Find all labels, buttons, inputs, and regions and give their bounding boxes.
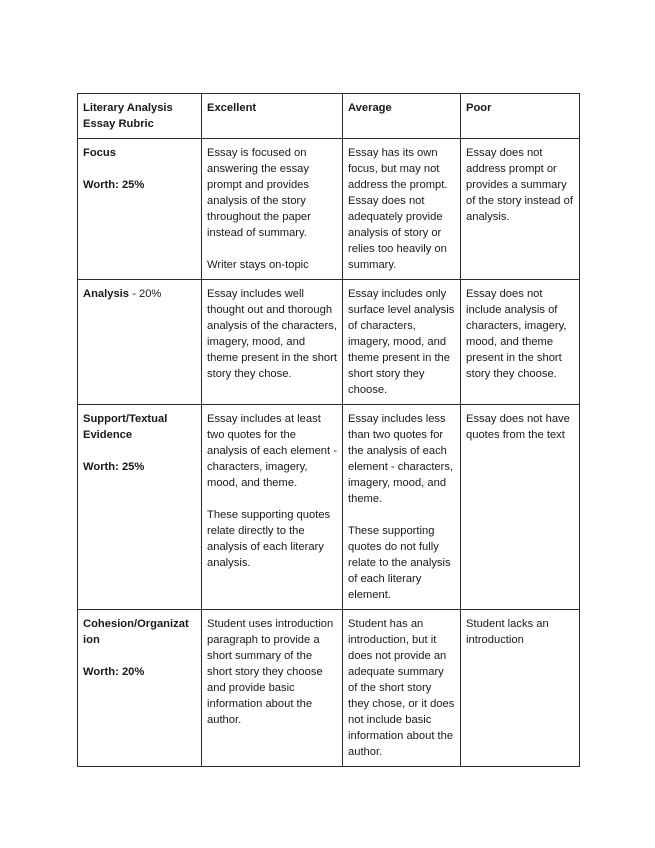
excellent-text-2: Writer stays on-topic: [207, 259, 309, 271]
rubric-table: [77, 93, 580, 767]
criterion-worth: Worth: 20%: [83, 666, 145, 678]
focus-row: [78, 139, 580, 280]
poor-cell: Essay does not include analysis of characters, imagery, mood, and theme present in the short story they choose.: [461, 280, 580, 405]
criterion-cell: [78, 139, 202, 280]
header-row: [78, 94, 580, 139]
excellent-cell: [202, 139, 343, 280]
poor-cell: Student lacks an introduction: [461, 610, 580, 767]
rubric-title-line1: Literary Analysis: [83, 102, 173, 114]
average-cell: Essay includes only surface level analysis of characters, imagery, mood, and theme present in the short story they choose.: [343, 280, 461, 405]
criterion-cell: [78, 610, 202, 767]
criterion-cell: [78, 405, 202, 610]
excellent-cell: [202, 405, 343, 610]
rubric-title-line2: Essay Rubric: [83, 118, 154, 130]
poor-cell: Essay does not have quotes from the text: [461, 405, 580, 610]
average-cell: Essay has its own focus, but may not address the prompt. Essay does not adequately provide analysis of story or relies too heavily on summary.: [343, 139, 461, 280]
criterion-worth: Worth: 25%: [83, 461, 145, 473]
average-header: Average: [343, 94, 461, 139]
excellent-header: Excellent: [202, 94, 343, 139]
criterion-name: Analysis: [83, 288, 130, 300]
criterion-name: Support/Textual Evidence: [83, 413, 168, 441]
criterion-name: Focus: [83, 147, 116, 159]
criterion-name: Cohesion/Organizat ion: [83, 618, 189, 646]
support-row: [78, 405, 580, 610]
criterion-worth: Worth: 25%: [83, 179, 145, 191]
excellent-cell: Student uses introduction paragraph to provide a short summary of the short story they choose and provide basic information about the author.: [202, 610, 343, 767]
excellent-text: Essay is focused on answering the essay prompt and provides analysis of the story throughout the paper instead of summary.: [207, 147, 311, 239]
average-text: Essay includes less than two quotes for the analysis of each element - characters, imagery, mood, and theme.: [348, 413, 454, 505]
rubric-title-cell: [78, 94, 202, 139]
excellent-text-2: These supporting quotes relate directly to the analysis of each literary analysis.: [207, 509, 331, 569]
average-text-2: These supporting quotes do not fully relate to the analysis of each literary element.: [348, 525, 451, 601]
excellent-cell: Essay includes well thought out and thorough analysis of the characters, imagery, mood, and theme present in the short story they chose.: [202, 280, 343, 405]
excellent-text: Essay includes at least two quotes for the analysis of each element - characters, imagery, mood, and theme.: [207, 413, 337, 489]
poor-cell: Essay does not address prompt or provides a summary of the story instead of analysis.: [461, 139, 580, 280]
criterion-worth: - 20%: [129, 288, 162, 300]
cohesion-row: [78, 610, 580, 767]
average-cell: [343, 405, 461, 610]
poor-header: Poor: [461, 94, 580, 139]
average-cell: Student has an introduction, but it does not provide an adequate summary of the short story they chose, or it does not include basic information about the author.: [343, 610, 461, 767]
analysis-row: [78, 280, 580, 405]
criterion-cell: [78, 280, 202, 405]
